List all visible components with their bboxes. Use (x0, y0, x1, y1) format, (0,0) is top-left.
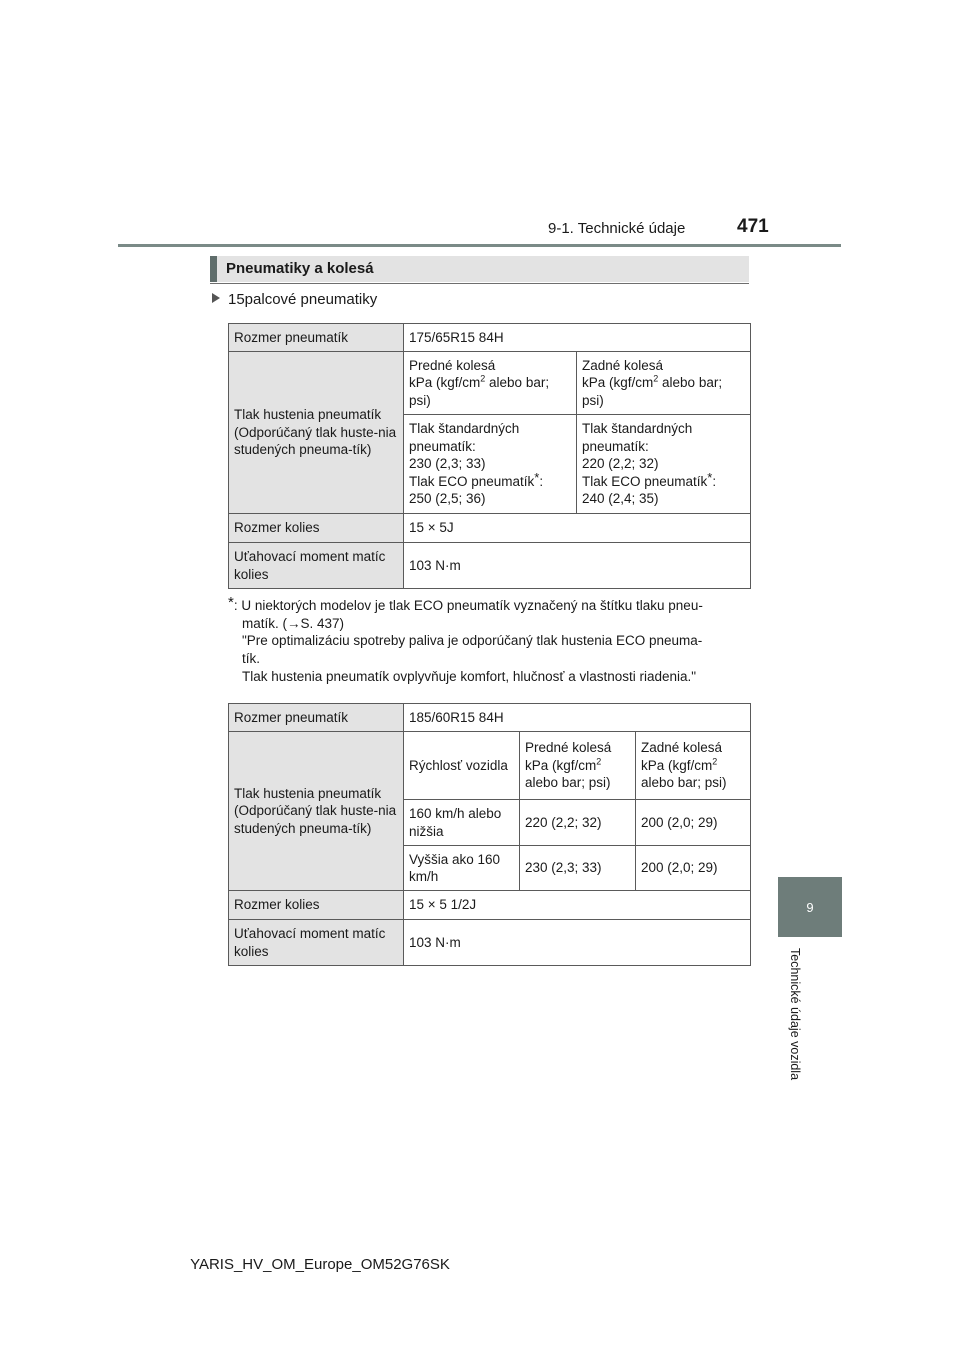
speed-header: Rýchlosť vozidla (404, 732, 520, 800)
front-wheels-header: Predné kolesá kPa ($kgf/cm^2$ alebo bar; psi) (520, 732, 636, 800)
chapter-title: 9-1. Technické údaje (548, 220, 686, 237)
tire-spec-table-2 (228, 703, 751, 966)
rear-header-unit-rest: alebo bar; psi) (582, 375, 723, 408)
footnote-line-1: : U niektorých modelov je tlak ECO pneumatík vyznačený na štítku tlaku pneu- (233, 598, 703, 613)
tire-size-label: Rozmer pneumatík (229, 704, 404, 732)
front-wheels-header: Predné kolesá kPa ($kgf/cm^2$ alebo bar; psi) (404, 352, 577, 415)
rear-pressure-values: Tlak štandardných pneumatík: 220 (2,2; 32) Tlak ECO pneumatík*: 240 (2,4; 35) (577, 415, 751, 514)
subsection-title: 15palcové pneumatiky (228, 291, 378, 308)
front-header-unit-rest: alebo bar; psi) (409, 375, 550, 408)
torque-label: Uťahovací moment matíc kolies (229, 543, 404, 589)
front-header-title: Predné kolesá (409, 357, 496, 373)
rear-std-value: 220 (2,2; 32) (582, 456, 659, 472)
front-header-unit: kPa (kgf/cm (409, 375, 481, 391)
section-rule (210, 283, 749, 284)
wheel-size-label: Rozmer kolies (229, 891, 404, 920)
tire-spec-table-1 (228, 323, 751, 589)
chapter-tab[interactable] (778, 877, 842, 937)
row2-rear-pressure: 200 (2,0; 29) (636, 846, 751, 891)
front-std-label: Tlak štandardných pneumatík: (409, 421, 520, 454)
row1-rear-pressure: 200 (2,0; 29) (636, 800, 751, 846)
rear-wheels-header: Zadné kolesá kPa ($kgf/cm^2$ alebo bar; psi) (636, 732, 751, 800)
header-rule (118, 244, 841, 247)
front-header-unit: kPa (kgf/cm (525, 757, 597, 773)
footer-doc-code: YARIS_HV_OM_Europe_OM52G76SK (190, 1256, 450, 1273)
wheel-size-value: 15 × 5J (404, 514, 751, 543)
front-pressure-values: Tlak štandardných pneumatík: 230 (2,3; 33) Tlak ECO pneumatík*: 250 (2,5; 36) (404, 415, 577, 514)
front-eco-label: Tlak ECO pneumatík (409, 473, 535, 489)
front-std-value: 230 (2,3; 33) (409, 456, 486, 472)
tire-size-label: Rozmer pneumatík (229, 324, 404, 352)
rear-wheels-header: Zadné kolesá kPa ($kgf/cm^2$ alebo bar; psi) (577, 352, 751, 415)
footnote-line-5: Tlak hustenia pneumatík ovplyvňuje komfort, hlučnosť a vlastnosti riadenia." (242, 668, 697, 684)
row1-speed: 160 km/h alebo nižšia (404, 800, 520, 846)
rear-header-title: Zadné kolesá (641, 740, 723, 756)
footnote-line-3: "Pre optimalizáciu spotreby paliva je odporúčaný tlak hustenia ECO pneuma- (242, 633, 703, 649)
row1-front-pressure: 220 (2,2; 32) (520, 800, 636, 846)
torque-label: Uťahovací moment matíc kolies (229, 920, 404, 966)
row2-front-pressure: 230 (2,3; 33) (520, 846, 636, 891)
footnote-line-2: matík. (→S. 437) (242, 615, 345, 631)
footnote-line-4: tík. (242, 651, 261, 667)
pressure-label: Tlak hustenia pneumatík (Odporúčaný tlak huste-nia studených pneuma-tík) (229, 732, 404, 891)
front-header-unit-rest: alebo bar; psi) (525, 775, 611, 791)
rear-eco-value: 240 (2,4; 35) (582, 491, 659, 507)
front-header-title: Predné kolesá (525, 740, 612, 756)
chapter-tab-label: Technické údaje vozidla (788, 948, 802, 1081)
subsection-heading (212, 291, 377, 308)
pressure-label: Tlak hustenia pneumatík (Odporúčaný tlak huste-nia studených pneuma-tík) (229, 352, 404, 514)
wheel-size-label: Rozmer kolies (229, 514, 404, 543)
wheel-size-value: 15 × 5 1/2J (404, 891, 751, 920)
torque-value: 103 N·m (404, 920, 751, 966)
rear-eco-label: Tlak ECO pneumatík (582, 473, 708, 489)
front-eco-value: 250 (2,5; 36) (409, 491, 486, 507)
page-number: 471 (737, 216, 769, 237)
tire-size-value: 175/65R15 84H (404, 324, 751, 352)
rear-header-unit-rest: alebo bar; psi) (641, 775, 727, 791)
torque-value: 103 N·m (404, 543, 751, 589)
section-heading: Pneumatiky a kolesá (210, 256, 749, 282)
triangle-bullet-icon (212, 293, 220, 303)
tire-size-value: 185/60R15 84H (404, 704, 751, 732)
rear-header-unit: kPa (kgf/cm (582, 375, 654, 391)
row2-speed: Vyššia ako 160 km/h (404, 846, 520, 891)
rear-header-unit: kPa (kgf/cm (641, 757, 713, 773)
chapter-tab-number: 9 (806, 899, 814, 915)
footnote: *: U niektorých modelov je tlak ECO pneumatík vyznačený na štítku tlaku pneu- matík. (→S. 437) "Pre optimalizáciu spotreby paliva je odporúčaný tlak hustenia ECO pneuma- tík. Tlak hustenia pneumatík ovplyvňuje komfort, hlučnosť a vlastnosti riadenia." (228, 597, 753, 686)
rear-header-title: Zadné kolesá (582, 357, 664, 373)
rear-std-label: Tlak štandardných pneumatík: (582, 421, 693, 454)
